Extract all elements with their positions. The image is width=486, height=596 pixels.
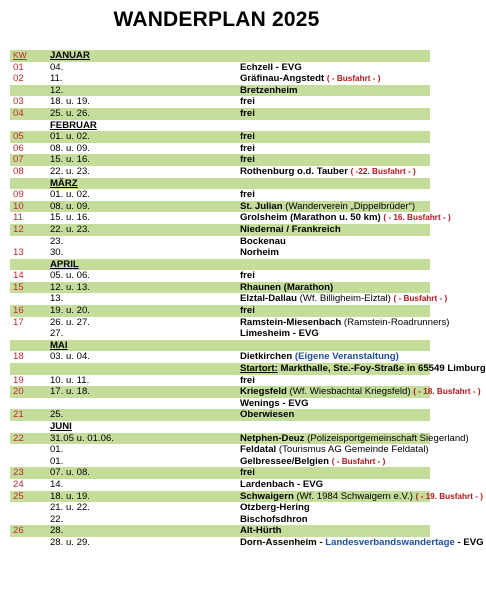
kw-cell: 10 <box>10 201 50 213</box>
date-cell: 12. <box>50 85 240 97</box>
schedule-row <box>10 317 430 329</box>
kw-cell: 19 <box>10 375 50 387</box>
schedule-row <box>10 479 430 491</box>
schedule-row <box>10 270 430 282</box>
schedule-row <box>10 398 430 410</box>
month-cell <box>50 259 430 271</box>
schedule-row <box>10 85 430 97</box>
event-name: Bretzenheim <box>239 84 298 96</box>
month-row <box>10 120 430 132</box>
month-row <box>10 50 430 62</box>
schedule-table <box>10 50 486 549</box>
month-cell <box>50 421 430 433</box>
event-cell <box>240 502 430 514</box>
kw-cell: 04 <box>10 108 50 120</box>
kw-cell: 26 <box>10 525 50 537</box>
event-cell <box>240 236 430 248</box>
date-cell: 23. <box>50 236 240 248</box>
bus-trip-badge: ( - Busfahrt - ) <box>326 74 381 84</box>
bus-trip-badge: ( - 16. Busfahrt - ) <box>383 213 451 223</box>
event-name: Feldatal <box>239 444 277 456</box>
kw-cell <box>10 421 50 433</box>
kw-cell: 23 <box>10 467 50 479</box>
kw-cell: 08 <box>10 166 50 178</box>
date-cell: 18. u. 19. <box>50 491 240 503</box>
date-cell: 03. u. 04. <box>50 351 240 363</box>
date-cell <box>50 363 240 375</box>
kw-cell <box>10 340 50 352</box>
schedule-row <box>10 444 430 456</box>
event-cell <box>240 305 430 317</box>
event-cell <box>240 409 430 421</box>
event-cell <box>239 293 448 305</box>
kw-cell: 13 <box>10 247 50 259</box>
kw-cell: 14 <box>10 270 50 282</box>
schedule-row <box>10 62 430 74</box>
kw-cell: 15 <box>10 282 50 294</box>
schedule-row <box>10 154 430 166</box>
event-cell <box>240 201 430 213</box>
event-note: (Wf. 1984 Schwaigern e.V.) <box>296 490 413 502</box>
event-name: frei <box>239 305 255 317</box>
date-cell: 27. <box>50 328 240 340</box>
month-label: APRIL <box>49 258 79 270</box>
schedule-row <box>10 491 430 503</box>
event-name: Niedernai / Frankreich <box>239 223 341 235</box>
event-name: Kriegsfeld <box>239 386 287 398</box>
schedule-row <box>10 247 430 259</box>
event-cell <box>240 108 430 120</box>
kw-cell <box>10 502 50 514</box>
event-cell <box>240 96 430 108</box>
event-name: Norheim <box>239 247 279 259</box>
event-cell <box>239 432 469 445</box>
event-name: frei <box>239 96 255 108</box>
date-cell: 22. <box>50 514 240 526</box>
schedule-row <box>10 212 430 224</box>
month-cell <box>50 120 430 132</box>
date-cell: 30. <box>50 247 240 259</box>
schedule-row <box>10 108 430 120</box>
event-cell <box>240 143 430 155</box>
schedule-row <box>10 502 430 514</box>
kw-cell: 24 <box>10 479 50 491</box>
month-row <box>10 421 430 433</box>
event-cell <box>240 270 430 282</box>
schedule-row <box>10 433 430 445</box>
month-label: MÄRZ <box>49 177 78 189</box>
event-cell <box>239 363 486 375</box>
event-note: (Wf. Wiesbachtal Kriegsfeld) <box>289 386 411 398</box>
event-name: Alt-Hürth <box>239 525 282 537</box>
date-cell: 14. <box>50 479 240 491</box>
event-note: (Wanderverein „Dippelbrüder“) <box>285 200 416 212</box>
event-name: St. Julian <box>239 200 283 212</box>
bus-trip-badge: ( - Busfahrt - ) <box>331 456 386 466</box>
kw-cell <box>10 236 50 248</box>
kw-cell: 18 <box>10 351 50 363</box>
event-cell <box>240 154 430 166</box>
event-name: Rothenburg o.d. Tauber <box>239 165 348 177</box>
kw-cell: 09 <box>10 189 50 201</box>
schedule-row <box>10 189 430 201</box>
event-name: Gräfinau-Angstedt <box>239 73 325 85</box>
date-cell: 22. u. 23. <box>50 166 240 178</box>
event-name: Oberwiesen <box>239 409 295 421</box>
date-cell: 01. u. 02. <box>50 131 240 143</box>
page-title: WANDERPLAN 2025 <box>113 8 320 31</box>
event-name: frei <box>239 189 255 201</box>
kw-cell <box>10 178 50 190</box>
event-name: Rhaunen (Marathon) <box>239 281 334 293</box>
event-cell <box>240 479 430 491</box>
event-name: Elztal-Dallau <box>239 293 297 305</box>
schedule-row <box>10 73 430 85</box>
date-cell: 18. u. 19. <box>50 96 240 108</box>
event-cell <box>240 131 430 143</box>
event-name: Dietkirchen <box>239 351 293 363</box>
schedule-row <box>10 131 430 143</box>
month-label: MAI <box>49 339 68 351</box>
kw-cell: 05 <box>10 131 50 143</box>
event-note: (Ramstein-Roadrunners) <box>343 316 450 328</box>
kw-cell <box>10 120 50 132</box>
event-name: Wenings - EVG <box>239 397 309 409</box>
event-name: Netphen-Deuz <box>239 432 305 444</box>
event-cell <box>239 212 451 224</box>
event-cell <box>240 189 430 201</box>
schedule-row <box>10 386 430 398</box>
event-name: Otzberg-Hering <box>239 502 310 514</box>
date-cell: 01. <box>50 444 240 456</box>
schedule-row <box>10 467 430 479</box>
event-name: frei <box>239 467 255 479</box>
kw-cell: 07 <box>10 154 50 166</box>
bus-trip-badge: ( -22. Busfahrt - ) <box>350 166 416 176</box>
schedule-row <box>10 375 430 387</box>
date-cell: 08. u. 09. <box>50 201 240 213</box>
kw-cell <box>10 328 50 340</box>
event-cell <box>240 467 430 479</box>
date-cell: 01. <box>50 456 240 468</box>
kw-cell <box>10 456 50 468</box>
event-name: Bischofsdhron <box>239 513 308 525</box>
event-cell <box>239 536 484 549</box>
kw-header: KW <box>10 50 50 62</box>
event-note: (Tourismus AG Gemeinde Feldatal) <box>278 444 429 456</box>
month-row <box>10 178 430 190</box>
kw-cell: 06 <box>10 143 50 155</box>
kw-cell: 03 <box>10 96 50 108</box>
month-cell <box>50 50 430 62</box>
event-cell <box>240 282 430 294</box>
event-note: (Polizeisportgemeinschaft Siegerland) <box>307 432 469 444</box>
event-cell <box>240 375 430 387</box>
date-cell: 13. <box>50 293 240 305</box>
event-cell <box>240 351 430 363</box>
event-name: Limesheim - EVG <box>239 328 319 340</box>
bus-trip-badge: ( - Busfahrt - ) <box>393 294 448 304</box>
event-cell <box>240 62 430 74</box>
start-label: Startort: <box>239 363 278 375</box>
schedule-row <box>10 409 430 421</box>
event-cell <box>240 525 430 537</box>
event-highlight: (Eigene Veranstaltung) <box>294 351 399 363</box>
event-cell <box>240 514 430 526</box>
kw-cell <box>10 85 50 97</box>
kw-cell <box>10 444 50 456</box>
schedule-row <box>10 351 430 363</box>
kw-cell: 25 <box>10 491 50 503</box>
date-cell: 19. u. 20. <box>50 305 240 317</box>
event-name: Dorn-Assenheim - <box>239 536 323 548</box>
kw-cell <box>10 293 50 305</box>
event-tail: - EVG <box>457 536 484 548</box>
date-cell: 01. u. 02. <box>50 189 240 201</box>
event-cell <box>240 328 430 340</box>
kw-cell <box>10 363 50 375</box>
kw-cell: 20 <box>10 386 50 398</box>
event-cell <box>239 490 483 503</box>
event-cell <box>240 166 430 178</box>
date-cell: 26. u. 27. <box>50 317 240 329</box>
kw-cell: 12 <box>10 224 50 236</box>
kw-cell: 02 <box>10 73 50 85</box>
date-cell: 07. u. 08. <box>50 467 240 479</box>
date-cell: 17. u. 18. <box>50 386 240 398</box>
schedule-row <box>10 224 430 236</box>
event-cell <box>240 73 430 85</box>
kw-cell: 21 <box>10 409 50 421</box>
event-cell <box>240 444 430 456</box>
bus-trip-badge: ( - 19. Busfahrt - ) <box>415 491 483 501</box>
schedule-row <box>10 236 430 248</box>
event-note: (Wf. Billigheim-Elztal) <box>299 293 391 305</box>
event-name: frei <box>239 107 255 119</box>
kw-cell: 11 <box>10 212 50 224</box>
date-cell: 28. <box>50 525 240 537</box>
schedule-row <box>10 143 430 155</box>
event-name: Echzell - EVG <box>239 61 302 73</box>
event-name: frei <box>239 154 255 166</box>
schedule-row <box>10 328 430 340</box>
date-cell: 25. <box>50 409 240 421</box>
schedule-row <box>10 305 430 317</box>
event-name: Schwaigern <box>239 490 294 502</box>
month-label: JUNI <box>49 421 72 432</box>
event-name: Grolsheim (Marathon u. 50 km) <box>239 212 381 224</box>
bus-trip-badge: ( - 18. Busfahrt - ) <box>413 387 481 397</box>
month-row <box>10 259 430 271</box>
date-cell: 05. u. 06. <box>50 270 240 282</box>
event-tail: Markthalle, Ste.-Foy-Straße in 65549 Limburg <box>280 363 486 375</box>
event-name: Lardenbach - EVG <box>239 478 324 490</box>
date-cell: 11. <box>50 73 240 85</box>
date-cell: 15. u. 16. <box>50 154 240 166</box>
event-name: frei <box>239 142 255 154</box>
date-cell: 12. u. 13. <box>50 282 240 294</box>
event-cell <box>239 316 450 329</box>
schedule-row <box>10 293 430 305</box>
date-cell: 25. u. 26. <box>50 108 240 120</box>
kw-cell: 22 <box>10 433 50 445</box>
kw-cell: 16 <box>10 305 50 317</box>
date-cell: 15. u. 16. <box>50 212 240 224</box>
date-cell: 28. u. 29. <box>50 537 240 549</box>
schedule-row <box>10 96 430 108</box>
date-cell: 10. u. 11. <box>50 375 240 387</box>
event-name: frei <box>239 374 255 386</box>
schedule-row <box>10 363 430 375</box>
kw-cell: 01 <box>10 62 50 74</box>
schedule-row <box>10 282 430 294</box>
event-name: Gelbressee/Belgien <box>239 455 330 467</box>
event-name: Bockenau <box>239 235 286 247</box>
date-cell: 22. u. 23. <box>50 224 240 236</box>
schedule-row <box>10 514 430 526</box>
event-name: Ramstein-Miesenbach <box>239 316 342 328</box>
kw-cell <box>10 259 50 271</box>
schedule-row <box>10 525 430 537</box>
kw-cell <box>10 514 50 526</box>
date-cell: 31.05 u. 01.06. <box>50 433 240 445</box>
kw-cell <box>10 398 50 410</box>
event-name: frei <box>239 270 255 282</box>
date-cell <box>50 398 240 410</box>
date-cell: 08. u. 09. <box>50 143 240 155</box>
event-cell <box>240 456 430 468</box>
event-cell <box>240 247 430 259</box>
schedule-row <box>10 456 430 468</box>
schedule-row <box>10 201 430 213</box>
month-label: JANUAR <box>49 50 90 61</box>
month-cell <box>50 340 430 352</box>
kw-cell: 17 <box>10 317 50 329</box>
date-cell: 21. u. 22. <box>50 502 240 514</box>
schedule-row <box>10 537 430 549</box>
event-highlight: Landesverbandswandertage <box>325 536 455 548</box>
date-cell: 04. <box>50 62 240 74</box>
month-row <box>10 340 430 352</box>
month-cell <box>50 178 430 190</box>
kw-cell <box>10 537 50 549</box>
month-label: FEBRUAR <box>49 119 97 131</box>
event-cell <box>240 224 430 236</box>
event-cell <box>239 386 481 398</box>
schedule-row <box>10 166 430 178</box>
event-cell <box>240 85 430 97</box>
event-name: frei <box>239 131 255 143</box>
event-cell <box>240 398 430 410</box>
